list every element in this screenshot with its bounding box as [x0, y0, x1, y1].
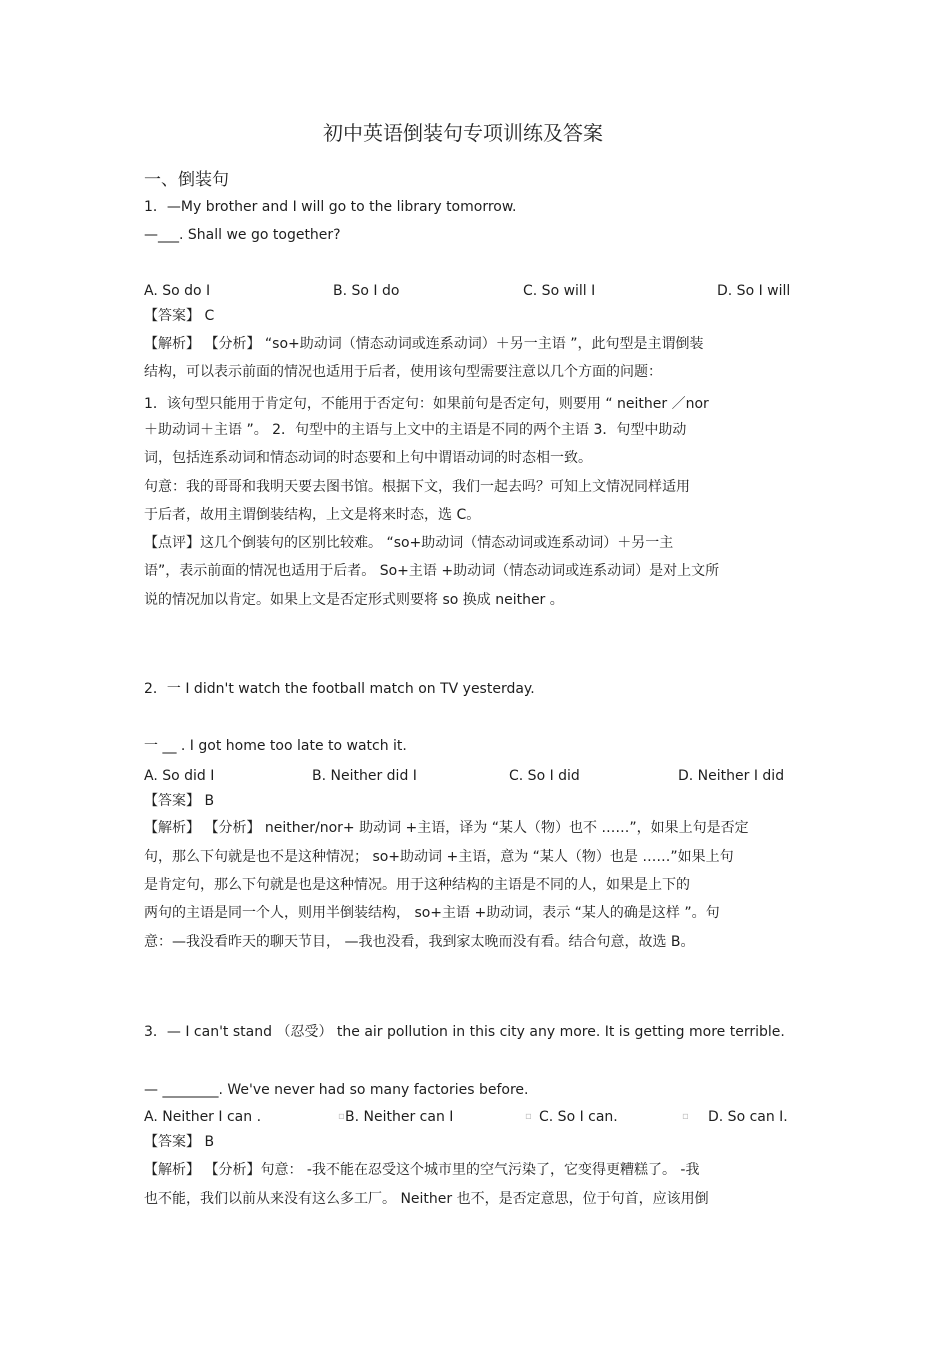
q1-comment-line: 语”，表示前面的情况也适用于后者。 So+主语 +助动词（情态动词或连系动词）是对上文所	[144, 563, 720, 579]
separator-dot: ▫	[682, 1111, 689, 1122]
document-title: 初中英语倒装句专项训练及答案	[323, 121, 603, 145]
q3-option-b: B. Neither can I	[345, 1109, 454, 1125]
q2-option-d: D. Neither I did	[678, 768, 785, 784]
q3-stem-line-1: 3．— I can't stand （忍受） the air pollution in this city any more. It is getting more terrible.	[144, 1024, 785, 1040]
q2-stem-line-2: 一 __ . I got home too late to watch it.	[144, 738, 407, 754]
q2-option-c: C. So I did	[509, 768, 580, 784]
q1-option-c: C. So will I	[523, 283, 596, 299]
q1-answer: 【答案】 C	[144, 308, 215, 324]
q3-analysis-line: 【解析】 【分析】句意： -我不能在忍受这个城市里的空气污染了，它变得更糟糕了。 -我	[144, 1162, 700, 1178]
q2-option-b: B. Neither did I	[312, 768, 417, 784]
q1-analysis-line: 结构，可以表示前面的情况也适用于后者，使用该句型需要注意以几个方面的问题：	[144, 364, 662, 380]
q1-analysis-line: ＋助动词＋主语 ”。 2．句型中的主语与上文中的主语是不同的两个主语 3．句型中助动	[144, 422, 687, 438]
q1-option-a: A. So do I	[144, 283, 211, 299]
section-heading: 一、倒装句	[144, 170, 229, 190]
q2-analysis-line: 意：—我没看昨天的聊天节目， —我也没看，我到家太晚而没有看。结合句意，故选 B。	[144, 934, 695, 950]
q1-analysis-line: 1．该句型只能用于肯定句，不能用于否定句：如果前句是否定句，则要用 “ neither ／nor	[144, 396, 709, 412]
q3-option-d: D. So can I.	[708, 1109, 788, 1125]
q2-option-a: A. So did I	[144, 768, 215, 784]
q3-answer: 【答案】 B	[144, 1134, 215, 1150]
q1-analysis-line: 【解析】 【分析】 “so+助动词（情态动词或连系动词）＋另一主语 ”，此句型是主谓倒装	[144, 336, 704, 352]
q1-option-b: B. So I do	[333, 283, 400, 299]
q2-analysis-line: 句，那么下句就是也不是这种情况； so+助动词 +主语，意为 “某人（物）也是 ……”如果上句	[144, 849, 734, 865]
q3-option-a: A. Neither I can .	[144, 1109, 262, 1125]
q1-stem-line-1: 1．—My brother and I will go to the library tomorrow.	[144, 199, 517, 215]
separator-dot: ▫	[525, 1111, 532, 1122]
q2-analysis-line: 是肯定句，那么下句就是也是这种情况。用于这种结构的主语是不同的人，如果是上下的	[144, 877, 690, 893]
q2-analysis-line: 【解析】 【分析】 neither/nor+ 助动词 +主语，译为 “某人（物）也不 ……”，如果上句是否定	[144, 820, 749, 836]
q1-comment-line: 说的情况加以肯定。如果上文是否定形式则要将 so 换成 neither 。	[144, 592, 564, 608]
q1-analysis-line: 于后者，故用主谓倒装结构，上文是将来时态，选 C。	[144, 507, 481, 523]
q1-option-d: D. So I will	[717, 283, 791, 299]
q2-stem-line-1: 2．一 I didn't watch the football match on TV yesterday.	[144, 681, 535, 697]
q3-option-c: C. So I can.	[539, 1109, 618, 1125]
q3-analysis-line: 也不能，我们以前从来没有这么多工厂。 Neither 也不，是否定意思，位于句首，应该用倒	[144, 1191, 709, 1207]
q2-answer: 【答案】 B	[144, 793, 215, 809]
q1-stem-line-2: —___. Shall we go together?	[144, 227, 341, 243]
q3-stem-line-2: — ________. We've never had so many factories before.	[144, 1082, 529, 1098]
separator-dot: ▫	[338, 1111, 345, 1122]
q1-analysis-line: 词，包括连系动词和情态动词的时态要和上句中谓语动词的时态相一致。	[144, 450, 592, 466]
q2-analysis-line: 两句的主语是同一个人，则用半倒装结构， so+主语 +助动词，表示 “某人的确是这样 ”。句	[144, 905, 720, 921]
q1-analysis-line: 句意：我的哥哥和我明天要去图书馆。根据下文，我们一起去吗？可知上文情况同样适用	[144, 479, 690, 495]
q1-comment-line: 【点评】这几个倒装句的区别比较难。 “so+助动词（情态动词或连系动词）＋另一主	[144, 535, 674, 551]
